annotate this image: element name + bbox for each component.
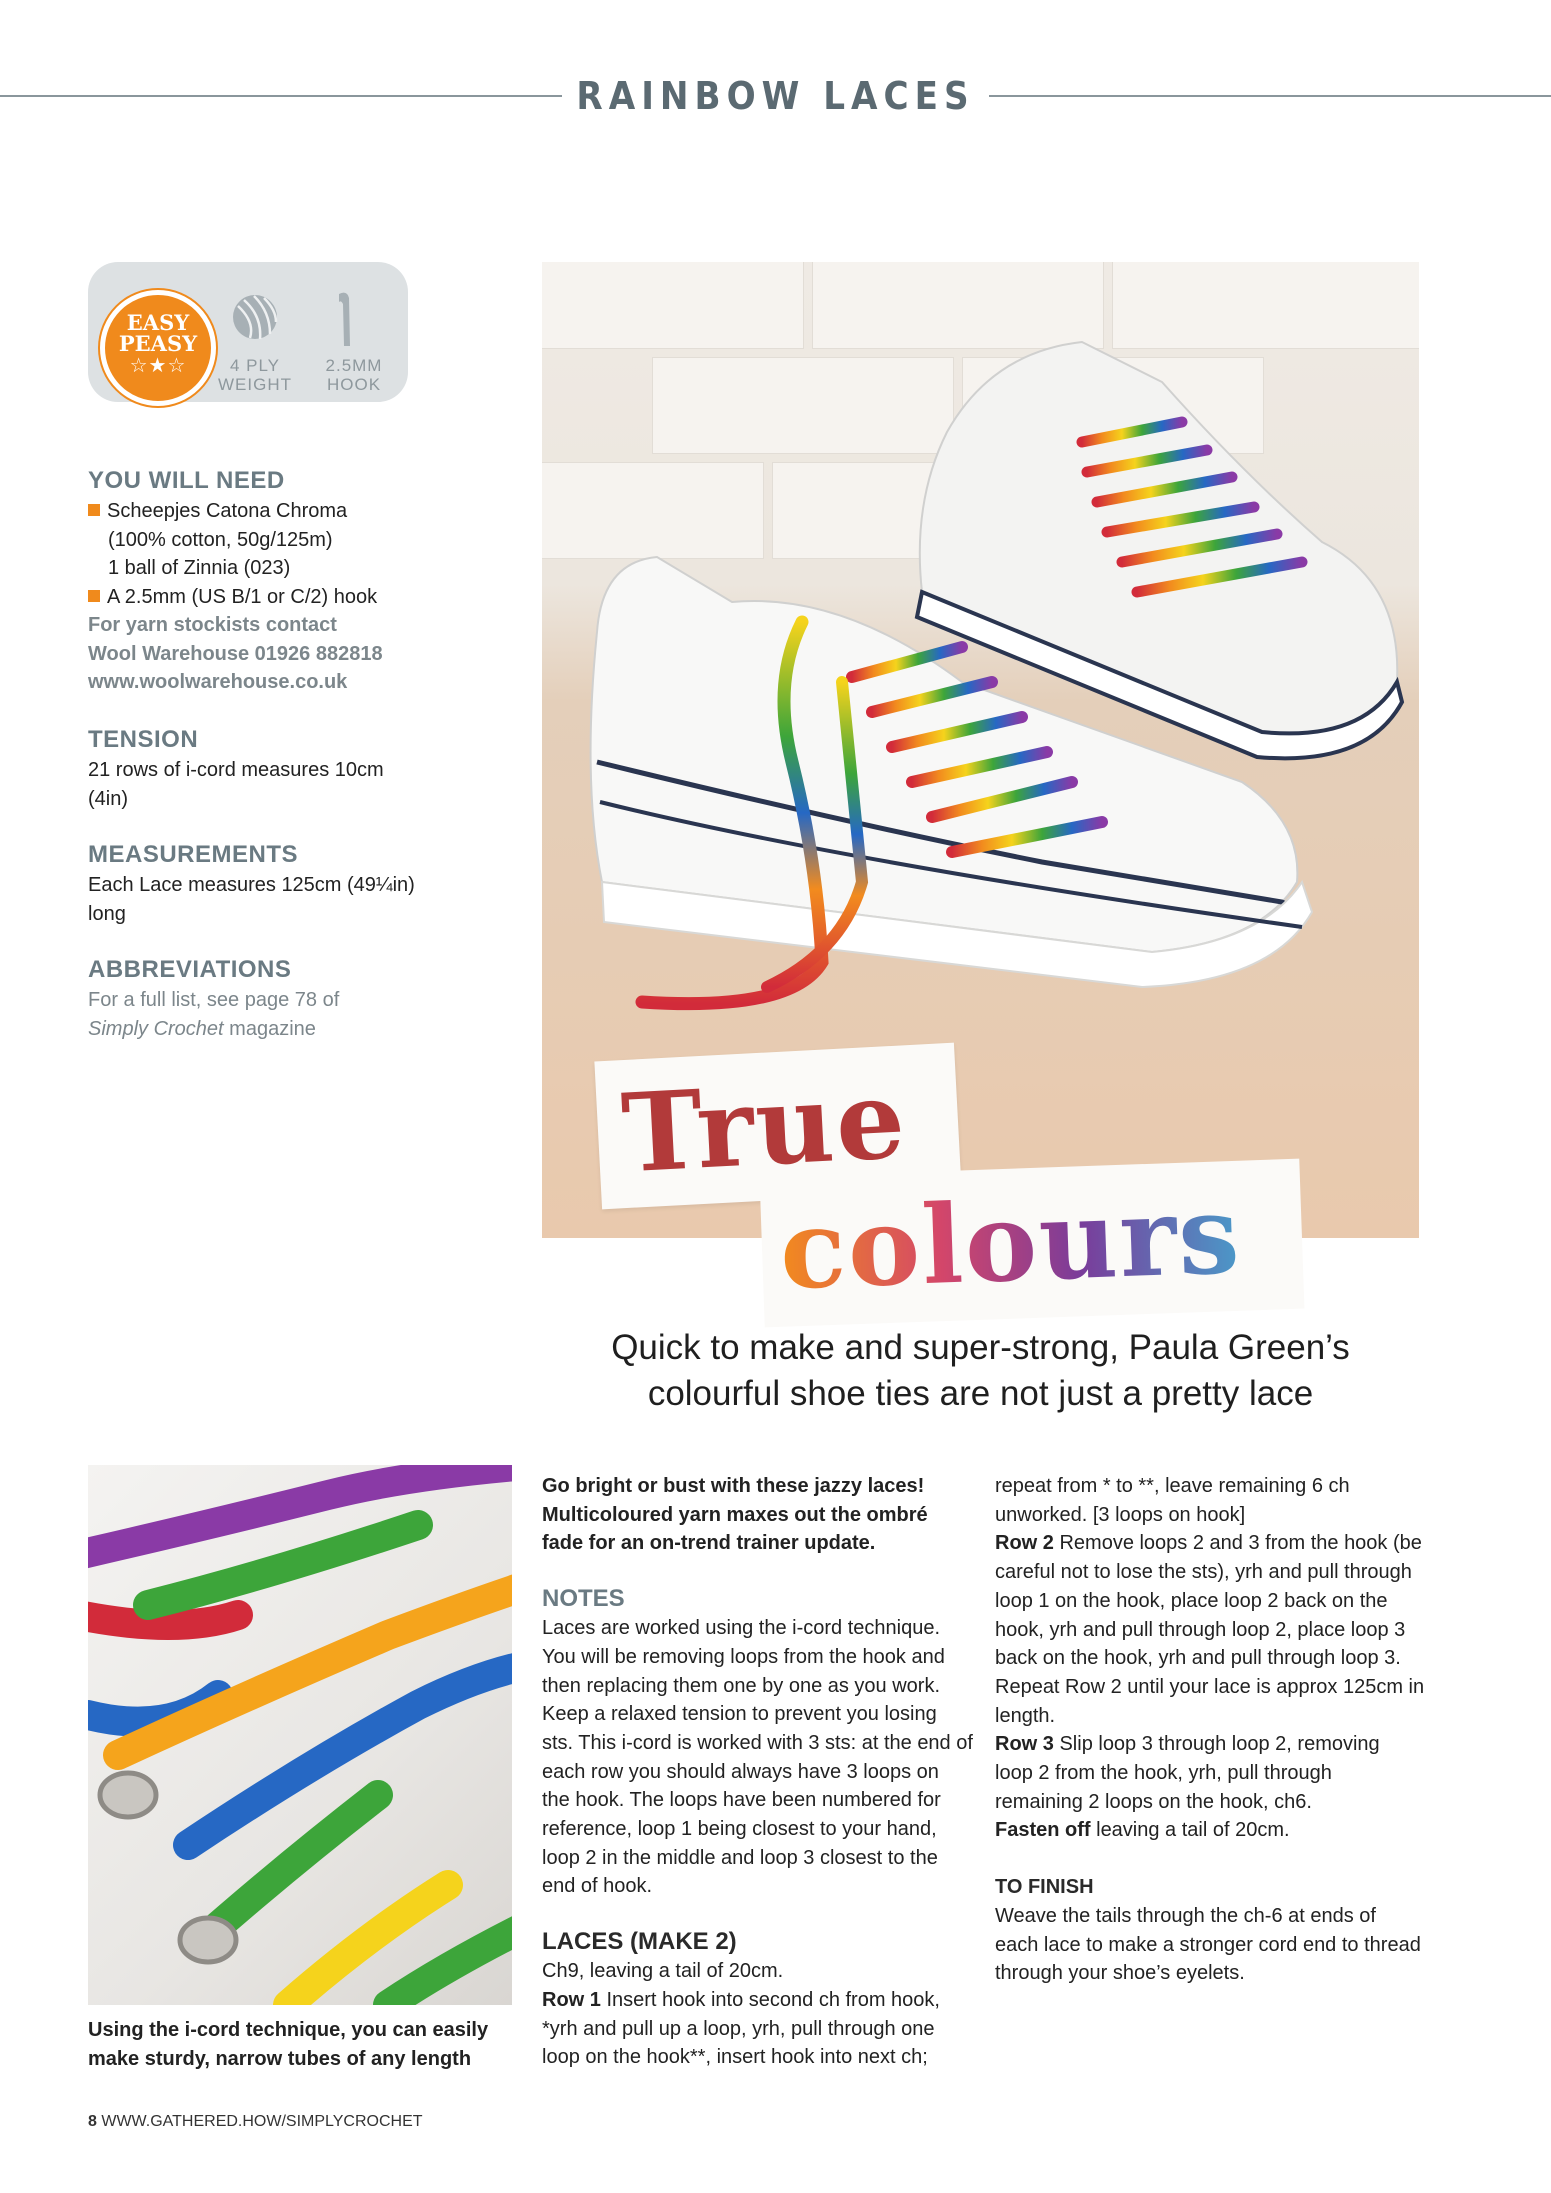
lace-closeup-photo [88,1465,512,2005]
row1-cont-line: unworked. [3 loops on hook] [995,1503,1246,1526]
tension-line2: (4in) [88,787,129,810]
to-finish-heading: TO FINISH [995,1876,1094,1899]
finish-line: through your shoe’s eyelets. [995,1962,1245,1985]
row1-line2: *yrh and pull up a loop, yrh, pull through one [542,2017,935,2040]
standfirst-line1: Quick to make and super-strong, Paula Green’s [611,1328,1350,1367]
row2-line: length. [995,1704,1056,1727]
notes-line: then replacing them one by one as you work. [542,1674,941,1697]
footer-url: WWW.GATHERED.HOW/SIMPLYCROCHET [96,2113,423,2130]
need-item-2 [88,583,508,612]
you-will-need-section [88,467,508,697]
title-word-colours: colours [777,1171,1244,1315]
stockist-url: www.woolwarehouse.co.uk [88,671,348,693]
abbreviations-heading: ABBREVIATIONS [88,956,292,983]
row2-label: Row 2 [995,1532,1054,1555]
row3-line1 [995,1730,1435,1759]
caption-line1: Using the i-cord technique, you can easily [88,2019,489,2041]
weight-line2: WEIGHT [218,375,292,394]
measurements-heading: MEASUREMENTS [88,841,299,868]
notes-line: reference, loop 1 being closest to your hand, [542,1818,937,1841]
photo-caption [88,2016,512,2074]
row2-line: careful not to lose the sts), yrh and pull through [995,1561,1412,1584]
stockist-line2: Wool Warehouse 01926 882818 [88,642,383,665]
notes-line: the hook. The loops have been numbered for [542,1789,941,1812]
fasten-off-line [995,1816,1435,1845]
tension-section [88,726,508,813]
page-header [0,70,1551,122]
row1-line1 [542,1986,974,2015]
intro-line3: fade for an on-trend trainer update. [542,1532,876,1555]
header-title: RAINBOW LACES [562,70,988,122]
finish-line: Weave the tails through the ch-6 at ends of [995,1904,1376,1927]
row2-line: loop 1 on the hook, place loop 2 back on the [995,1589,1388,1612]
difficulty-line1: EASY [126,310,190,335]
need-item-1 [88,497,508,526]
row2-line1 [995,1529,1435,1558]
standfirst-line2: colourful shoe ties are not just a pretty lace [647,1374,1314,1413]
weight-line1: 4 PLY [229,356,281,375]
tension-heading: TENSION [88,726,199,753]
measurements-line1: Each Lace measures 125cm (49¼in) [88,874,415,896]
fasten-off-label: Fasten off [995,1819,1091,1842]
notes-line: end of hook. [542,1875,653,1898]
abbreviations-line2-rest: magazine [223,1017,316,1040]
need-item-1-line1: Scheepjes Catona Chroma [107,500,348,522]
standfirst [542,1325,1419,1417]
hook-size-label [314,356,394,394]
need-item-1-line3: 1 ball of Zinnia (023) [108,557,291,579]
need-item-1-line2: (100% cotton, 50g/125m) [108,528,333,551]
row2-line: back on the hook, yrh and pull through loop 3. [995,1647,1401,1670]
bullet-icon [88,590,100,602]
measurements-section [88,841,508,928]
you-will-need-heading: YOU WILL NEED [88,467,285,494]
finish-line: each lace to make a stronger cord end to thread [995,1933,1421,1956]
page-number: 8 [88,2113,97,2130]
abbreviations-section [88,956,508,1043]
measurements-line2: long [88,902,126,925]
need-item-2-text: A 2.5mm (US B/1 or C/2) hook [107,585,378,608]
row3-line: loop 2 from the hook, yrh, pull through [995,1762,1332,1785]
row2-text: Remove loops 2 and 3 from the hook (be [1053,1532,1422,1555]
notes-line: Keep a relaxed tension to prevent you losing [542,1703,937,1726]
notes-line: Laces are worked using the i-cord technique. [542,1617,941,1640]
lace-closeup-illustration [88,1465,512,2005]
laces-heading: LACES (MAKE 2) [542,1928,737,1956]
notes-line: each row you should always have 3 loops on [542,1760,939,1783]
laces-line1: Ch9, leaving a tail of 20cm. [542,1960,784,1983]
row3-text: Slip loop 3 through loop 2, removing [1053,1733,1380,1756]
caption-line2: make sturdy, narrow tubes of any length [88,2048,472,2070]
hook-line2: HOOK [326,375,382,394]
magazine-name: Simply Crochet [88,1017,224,1040]
row1-label: Row 1 [542,1988,601,2011]
row3-line: remaining 2 loops on the hook, ch6. [995,1790,1312,1813]
hook-line1: 2.5MM [325,356,383,375]
row1-line3: loop on the hook**, insert hook into next ch; [542,2046,928,2069]
title-word-true: True [618,1056,910,1198]
notes-line: loop 2 in the middle and loop 3 closest to the [542,1846,938,1869]
row1-cont-line: repeat from * to **, leave remaining 6 ch [995,1475,1350,1497]
intro-line2: Multicoloured yarn maxes out the ombré [542,1503,928,1526]
row2-line: hook, yrh and pull through loop 2, place loop 3 [995,1618,1406,1641]
notes-line: You will be removing loops from the hook and [542,1645,945,1668]
bullet-icon [88,504,100,516]
abbreviations-line2 [88,1015,508,1044]
abbreviations-line1: For a full list, see page 78 of [88,989,340,1011]
difficulty-badge [100,290,216,406]
tension-line1: 21 rows of i-cord measures 10cm [88,759,384,781]
stockist-line1: For yarn stockists contact [88,614,337,636]
yarn-weight-label [215,356,295,394]
fasten-off-text: leaving a tail of 20cm. [1090,1819,1290,1842]
notes-line: sts. This i-cord is worked with 3 sts: at the end of [542,1731,973,1754]
difficulty-stars: ☆★☆ [129,355,187,377]
notes-heading: NOTES [542,1585,625,1613]
article-column-1 [542,1472,974,2072]
row1-text: Insert hook into second ch from hook, [600,1988,940,2011]
article-column-2 [995,1472,1435,1988]
row3-label: Row 3 [995,1733,1054,1756]
yarn-ball-icon [230,292,280,342]
page-footer [88,2113,423,2131]
row2-line: Repeat Row 2 until your lace is approx 125cm in [995,1675,1425,1698]
difficulty-line2: PEASY [118,331,198,356]
crochet-hook-icon [333,290,357,348]
intro-line1: Go bright or bust with these jazzy laces! [542,1475,925,1497]
